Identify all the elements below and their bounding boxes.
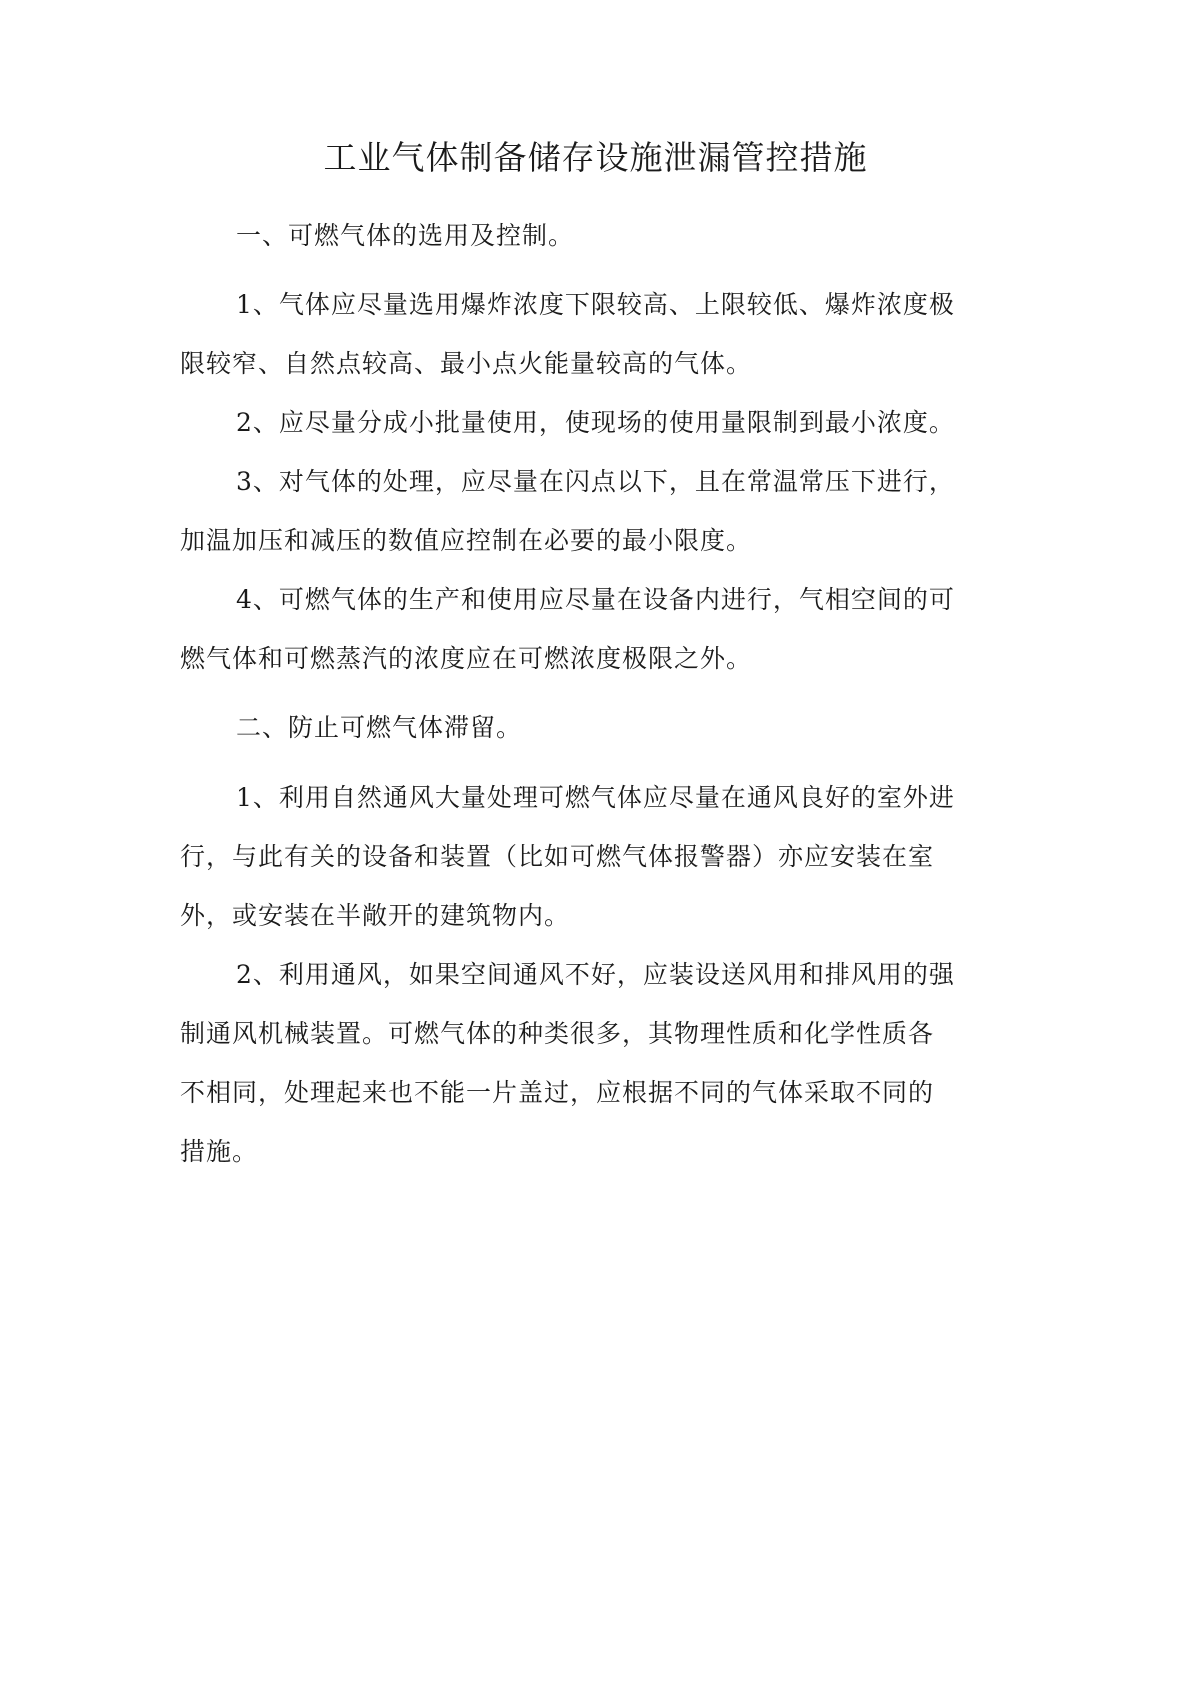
paragraph-line: 措施。: [180, 1137, 259, 1166]
paragraph-line: 不相同，处理起来也不能一片盖过，应根据不同的气体采取不同的: [180, 1078, 935, 1107]
section-heading-2: 二、防止可燃气体滞留。: [236, 713, 523, 742]
paragraph-line: 3、对气体的处理，应尽量在闪点以下，且在常温常压下进行，: [236, 467, 955, 496]
paragraph-line: 1、气体应尽量选用爆炸浓度下限较高、上限较低、爆炸浓度极: [236, 290, 955, 319]
paragraph-line: 4、可燃气体的生产和使用应尽量在设备内进行，气相空间的可: [236, 585, 955, 614]
paragraph-line: 1、利用自然通风大量处理可燃气体应尽量在通风良好的室外进: [236, 783, 955, 812]
paragraph-line: 2、利用通风，如果空间通风不好，应装设送风用和排风用的强: [236, 960, 955, 989]
paragraph-line: 行，与此有关的设备和装置（比如可燃气体报警器）亦应安装在室: [180, 842, 935, 871]
paragraph-line: 加温加压和减压的数值应控制在必要的最小限度。: [180, 526, 753, 555]
paragraph-line: 2、应尽量分成小批量使用，使现场的使用量限制到最小浓度。: [236, 408, 955, 437]
section-heading-1: 一、可燃气体的选用及控制。: [236, 221, 575, 250]
paragraph-line: 限较窄、自然点较高、最小点火能量较高的气体。: [180, 349, 753, 378]
paragraph-line: 制通风机械装置。可燃气体的种类很多，其物理性质和化学性质各: [180, 1019, 935, 1048]
page-title: 工业气体制备储存设施泄漏管控措施: [323, 138, 868, 177]
paragraph-line: 外，或安装在半敞开的建筑物内。: [180, 901, 571, 930]
paragraph-line: 燃气体和可燃蒸汽的浓度应在可燃浓度极限之外。: [180, 644, 753, 673]
